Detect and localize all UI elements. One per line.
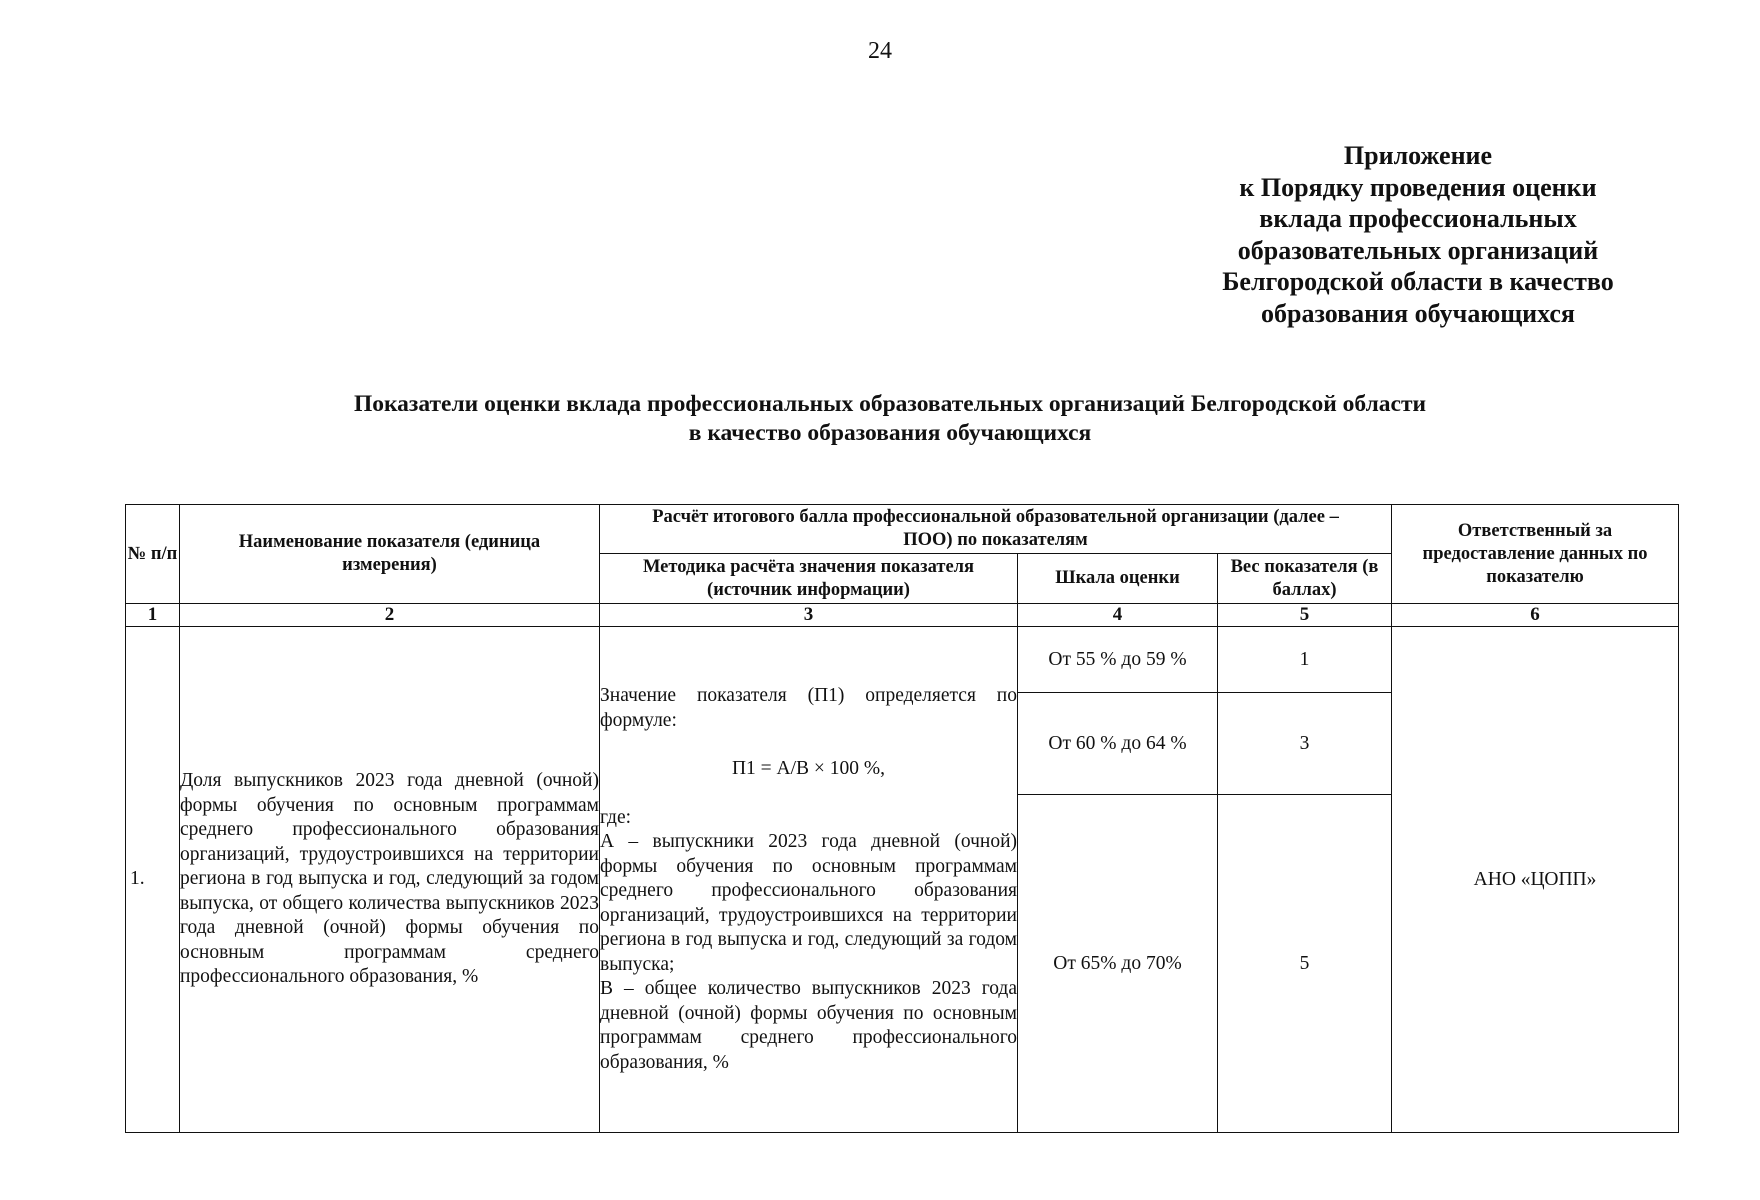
appendix-line: к Порядку проведения оценки xyxy=(1239,172,1597,202)
calculation-method xyxy=(600,627,1018,1133)
scale-points: 3 xyxy=(1218,693,1392,795)
method-intro: Значение показателя (П1) определяется по формуле: xyxy=(600,685,1017,731)
document-title-line: Показатели оценки вклада профессиональных образовательных организаций Белгородской области xyxy=(353,391,1427,417)
scale-range: От 55 % до 59 % xyxy=(1018,627,1218,693)
header-scale: Шкала оценки xyxy=(1018,554,1218,604)
method-where: где: xyxy=(600,806,632,828)
scale-points: 1 xyxy=(1218,627,1392,693)
table-row xyxy=(126,627,1679,693)
header-num: № п/п xyxy=(126,505,180,604)
header-row xyxy=(126,505,1679,554)
page-number: 24 xyxy=(868,38,892,64)
appendix-line: образовательных организаций xyxy=(1237,235,1599,265)
row-number: 1. xyxy=(126,627,180,1133)
appendix-line: Приложение xyxy=(1343,141,1493,170)
responsible-party: АНО «ЦОПП» xyxy=(1392,627,1679,1133)
header-calc-group: Расчёт итогового балла профессиональной образовательной организации (далее – ПОО) по показателям xyxy=(600,505,1392,554)
method-b-definition: В – общее количество выпускников 2023 года дневной (очной) формы обучения по основным программам среднего профессионального образования, % xyxy=(600,978,1017,1073)
header-weight: Вес показателя (в баллах) xyxy=(1218,554,1392,604)
column-number: 3 xyxy=(600,604,1018,627)
method-a-definition: А – выпускники 2023 года дневной (очной) формы обучения по основным программам среднего профессионального образования организаций, трудоустроившихся на территории региона в год выпуска и год, следующий за годом выпуска; xyxy=(600,831,1017,975)
header-responsible: Ответственный за предоставление данных по показателю xyxy=(1392,505,1679,604)
header-name: Наименование показателя (единица измерения) xyxy=(180,505,600,604)
scale-points: 5 xyxy=(1218,795,1392,1133)
scale-range: От 60 % до 64 % xyxy=(1018,693,1218,795)
document-title xyxy=(220,390,1560,448)
column-number-row xyxy=(126,604,1679,627)
appendix-heading xyxy=(1188,140,1648,329)
column-number: 2 xyxy=(180,604,600,627)
header-method: Методика расчёта значения показателя (источник информации) xyxy=(600,554,1018,604)
column-number: 6 xyxy=(1392,604,1679,627)
scale-range: От 65% до 70% xyxy=(1018,795,1218,1133)
column-number: 1 xyxy=(126,604,180,627)
indicators-table xyxy=(125,504,1679,1133)
appendix-line: образования обучающихся xyxy=(1260,298,1575,328)
column-number: 4 xyxy=(1018,604,1218,627)
method-formula: П1 = А/В × 100 %, xyxy=(731,758,886,779)
document-title-line: в качество образования обучающихся xyxy=(688,420,1092,446)
column-number: 5 xyxy=(1218,604,1392,627)
indicator-name: Доля выпускников 2023 года дневной (очной) формы обучения по основным программам среднего профессионального образования организаций, трудоустроившихся на территории региона в год выпуска и год, следующий за годом выпуска, от общего количества выпускников 2023 года дневной (очной) формы обучения по основным программам среднего профессионального образования, % xyxy=(180,627,600,1133)
appendix-line: Белгородской области в качество xyxy=(1222,267,1614,296)
appendix-line: вклада профессиональных xyxy=(1259,204,1577,233)
